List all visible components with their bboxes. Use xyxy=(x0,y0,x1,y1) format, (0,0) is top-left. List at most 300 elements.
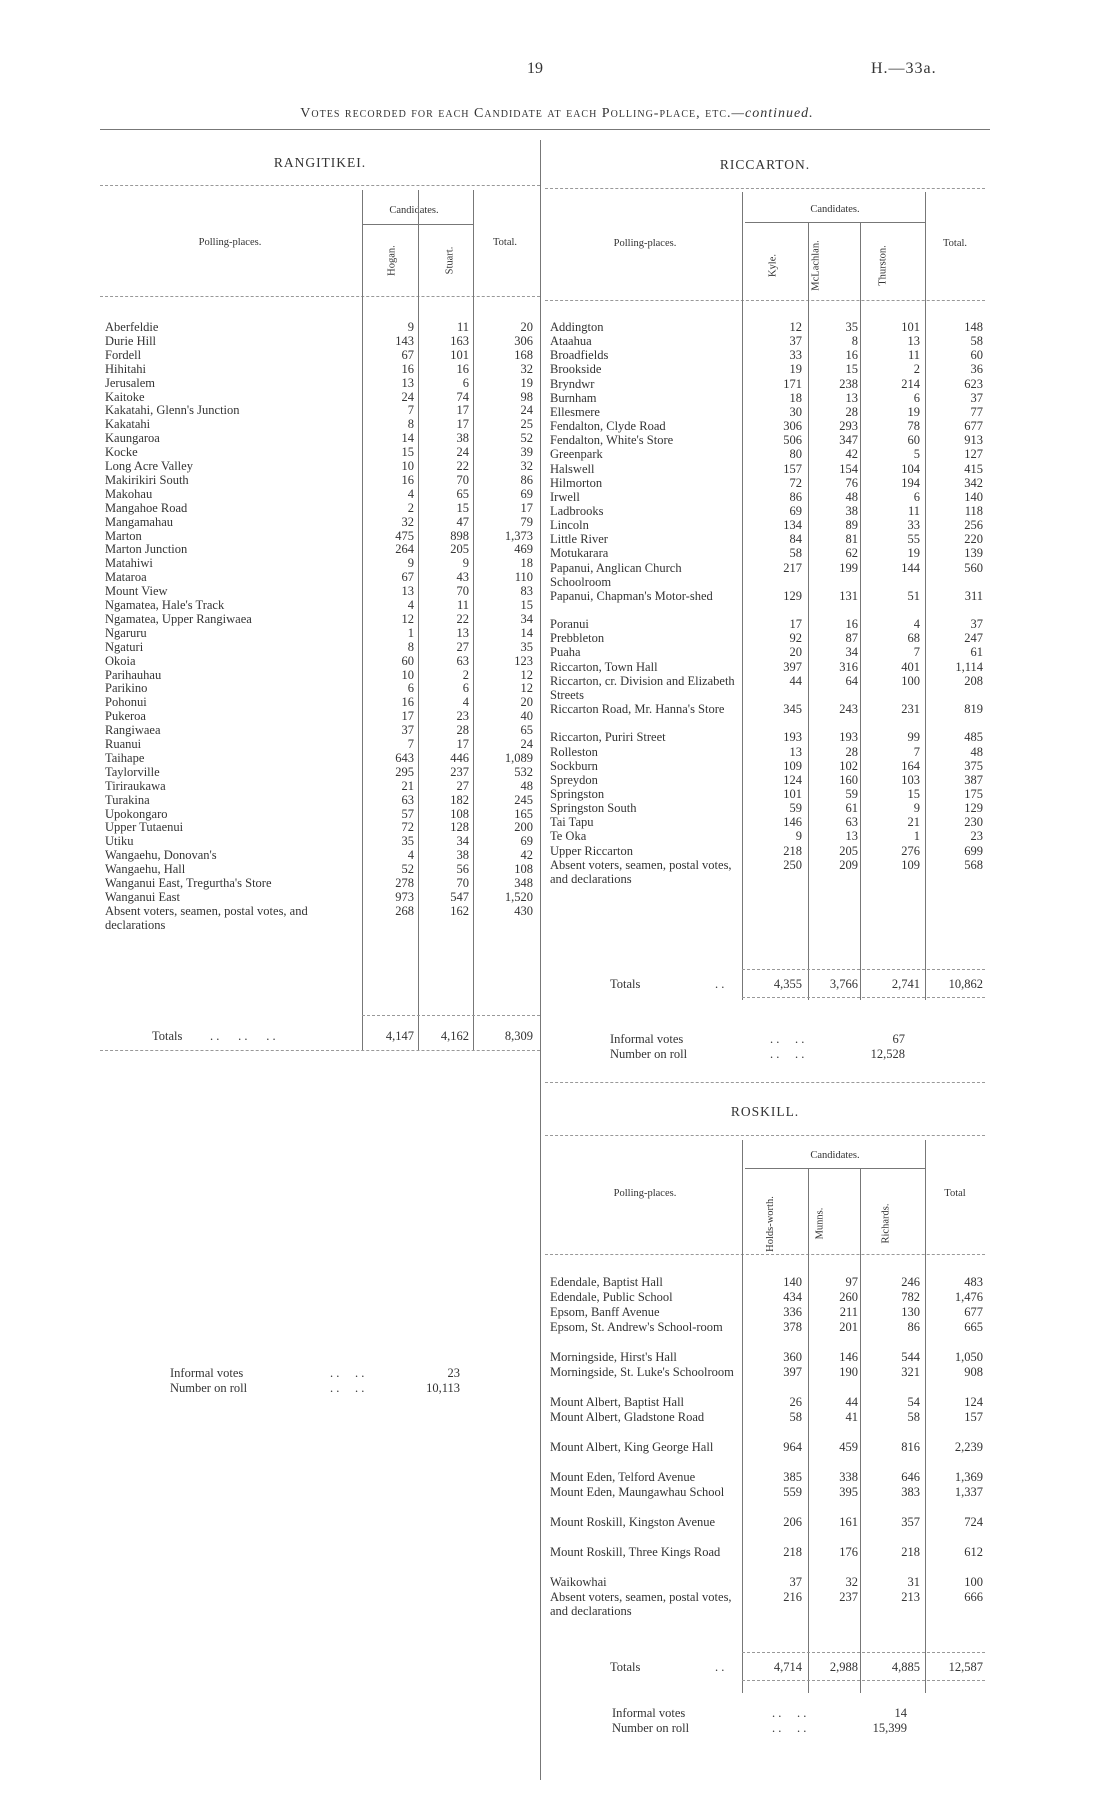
rangitikei-votes-0: 15 xyxy=(401,445,414,460)
riccarton-votes-1: 16 xyxy=(845,617,858,632)
riccarton-row xyxy=(550,546,985,560)
riccarton-votes-0: 18 xyxy=(789,390,802,405)
roskill-votes-1: 161 xyxy=(839,1515,858,1529)
rangitikei-votes-1: 237 xyxy=(450,764,469,779)
rangitikei-place-name: Utiku xyxy=(105,834,134,849)
roskill-summary xyxy=(612,1706,922,1736)
rangitikei-votes-1: 6 xyxy=(462,375,469,390)
rangitikei-votes-0: 10 xyxy=(401,459,414,473)
riccarton-place-name: Spreydon xyxy=(550,772,598,787)
riccarton-votes-1: 48 xyxy=(845,489,858,504)
riccarton-votes-0: 171 xyxy=(783,376,802,391)
roskill-votes-0: 385 xyxy=(783,1470,802,1484)
riccarton-informal-label: Informal votes xyxy=(610,1032,684,1046)
rangitikei-votes-0: 24 xyxy=(401,389,414,404)
rangitikei-row-total: 19 xyxy=(520,375,533,390)
rangitikei-votes-0: 278 xyxy=(395,876,414,890)
rangitikei-votes-1: 162 xyxy=(450,903,469,918)
riccarton-row-total: 129 xyxy=(964,801,983,816)
rangitikei-votes-0: 4 xyxy=(407,486,414,501)
rangitikei-informal-label: Informal votes xyxy=(170,1366,244,1380)
riccarton-votes-2: 164 xyxy=(901,758,920,773)
riccarton-row-total: 140 xyxy=(964,489,983,504)
riccarton-votes-1: 193 xyxy=(839,730,858,745)
riccarton-row-total: 485 xyxy=(964,730,983,745)
riccarton-place-name: Motukarara xyxy=(550,546,609,561)
rangitikei-votes-1: 38 xyxy=(456,848,469,863)
riccarton-row-total: 127 xyxy=(964,447,983,462)
riccarton-votes-1: 13 xyxy=(845,390,858,405)
rangitikei-row xyxy=(105,487,540,501)
rangitikei-votes-0: 643 xyxy=(395,750,414,765)
rangitikei-row xyxy=(105,681,540,695)
rangitikei-row-total: 52 xyxy=(520,431,533,446)
roskill-roll-value: 15,399 xyxy=(872,1721,907,1735)
riccarton-row-total: 48 xyxy=(970,744,983,759)
riccarton-total-kyle: 4,355 xyxy=(773,977,802,991)
roskill-candidate-holdsworth: Holds-worth. xyxy=(765,1196,776,1252)
riccarton-row xyxy=(550,745,985,759)
rangitikei-votes-1: 205 xyxy=(450,542,469,557)
roskill-row xyxy=(550,1515,985,1545)
riccarton-place-name: Ataahua xyxy=(550,334,592,349)
riccarton-votes-1: 61 xyxy=(845,801,858,816)
riccarton-votes-0: 157 xyxy=(783,461,802,476)
riccarton-votes-2: 19 xyxy=(907,404,920,419)
rangitikei-row xyxy=(105,501,540,515)
rangitikei-row xyxy=(105,695,540,709)
riccarton-votes-2: 33 xyxy=(907,518,920,533)
riccarton-votes-2: 101 xyxy=(901,320,920,334)
riccarton-votes-2: 68 xyxy=(907,631,920,646)
riccarton-candidate-thurston: Thurston. xyxy=(877,245,889,286)
roskill-votes-1: 190 xyxy=(839,1365,858,1379)
riccarton-row xyxy=(550,504,985,518)
riccarton-row xyxy=(550,815,985,829)
riccarton-row xyxy=(550,433,985,447)
riccarton-summary xyxy=(610,1032,920,1062)
rangitikei-place-name: Makirikiri South xyxy=(105,472,189,487)
rangitikei-place-name: Rangiwaea xyxy=(105,723,161,738)
rangitikei-row-total: 34 xyxy=(520,611,533,626)
riccarton-votes-1: 131 xyxy=(839,588,858,603)
roskill-votes-0: 218 xyxy=(783,1545,802,1559)
rangitikei-place-name: Kocke xyxy=(105,445,138,460)
roskill-row-total: 1,050 xyxy=(954,1350,983,1364)
riccarton-row-total: 208 xyxy=(964,673,983,688)
rangitikei-row-total: 20 xyxy=(520,695,533,710)
roskill-candidates-label: Candidates. xyxy=(810,1150,860,1161)
riccarton-row-total: 699 xyxy=(964,843,983,858)
riccarton-row-total: 1,114 xyxy=(955,659,983,674)
riccarton-candidate-mclachlan: McLachlan. xyxy=(810,240,822,291)
rangitikei-row-total: 35 xyxy=(520,639,533,654)
rangitikei-candidates-label: Candidates. xyxy=(389,205,439,216)
rangitikei-row-total: 98 xyxy=(520,389,533,404)
riccarton-votes-1: 64 xyxy=(845,673,858,688)
riccarton-votes-0: 306 xyxy=(783,419,802,434)
riccarton-row-total: 819 xyxy=(964,702,983,717)
rangitikei-place-name: Parikino xyxy=(105,681,148,696)
rangitikei-place-name: Absent voters, seamen, postal votes, and declarations xyxy=(105,903,308,932)
roskill-place-name: Morningside, Hirst's Hall xyxy=(550,1350,677,1364)
roskill-row xyxy=(550,1410,985,1440)
riccarton-votes-0: 193 xyxy=(783,730,802,745)
rangitikei-title: RANGITIKEI. xyxy=(273,155,367,170)
riccarton-row xyxy=(550,617,985,631)
riccarton-informal-row: Informal votes . . . . 67 xyxy=(610,1032,905,1046)
riccarton-row-total: 118 xyxy=(964,503,983,518)
rangitikei-row-total: 25 xyxy=(520,417,533,432)
rangitikei-votes-0: 8 xyxy=(407,417,414,432)
roskill-votes-2: 31 xyxy=(907,1575,920,1589)
roskill-place-name: Mount Eden, Telford Avenue xyxy=(550,1470,696,1484)
rangitikei-place-name: Marton xyxy=(105,528,142,543)
roskill-place-name: Mount Roskill, Kingston Avenue xyxy=(550,1515,716,1529)
rangitikei-row-total: 1,373 xyxy=(504,528,533,543)
rangitikei-votes-0: 21 xyxy=(401,778,414,793)
rangitikei-row-total: 24 xyxy=(520,737,533,751)
riccarton-row xyxy=(550,730,985,744)
roskill-place-name: Absent voters, seamen, postal votes, and declarations xyxy=(550,1590,732,1618)
riccarton-votes-2: 55 xyxy=(907,532,920,547)
rangitikei-votes-0: 6 xyxy=(407,681,414,696)
rangitikei-place-name: Upper Tutaenui xyxy=(105,820,184,835)
riccarton-row xyxy=(550,518,985,532)
riccarton-total-mclachlan: 3,766 xyxy=(829,977,858,991)
rangitikei-row-total: 69 xyxy=(520,834,533,849)
rangitikei-row-total: 20 xyxy=(520,320,533,334)
riccarton-votes-1: 316 xyxy=(839,659,858,674)
roskill-row-total: 612 xyxy=(964,1545,983,1559)
rangitikei-place-name: Mount View xyxy=(105,584,168,599)
rangitikei-votes-1: 34 xyxy=(456,834,469,849)
roskill-votes-1: 201 xyxy=(839,1320,858,1334)
riccarton-votes-2: 2 xyxy=(913,362,920,377)
riccarton-votes-0: 37 xyxy=(789,334,802,349)
riccarton-votes-0: 92 xyxy=(789,631,802,646)
riccarton-votes-0: 12 xyxy=(789,320,802,334)
roskill-votes-1: 176 xyxy=(839,1545,858,1559)
riccarton-votes-0: 84 xyxy=(789,532,802,547)
rangitikei-votes-1: 22 xyxy=(456,459,469,473)
rangitikei-totals-dots: . . . . . . xyxy=(210,1029,276,1043)
riccarton-votes-2: 1 xyxy=(913,829,920,844)
riccarton-row xyxy=(550,561,985,589)
rangitikei-place-name: Parihauhau xyxy=(105,667,162,682)
riccarton-votes-2: 11 xyxy=(907,348,920,363)
riccarton-row-total: 560 xyxy=(964,560,983,575)
roskill-total-munns: 2,988 xyxy=(829,1660,858,1674)
riccarton-votes-0: 250 xyxy=(783,857,802,872)
riccarton-row xyxy=(550,660,985,674)
roskill-votes-1: 146 xyxy=(839,1350,858,1364)
riccarton-row xyxy=(550,447,985,461)
roskill-votes-0: 58 xyxy=(789,1410,802,1424)
rangitikei-row xyxy=(105,431,540,445)
rangitikei-votes-1: 547 xyxy=(450,889,469,904)
rangitikei-roll-value: 10,113 xyxy=(426,1381,460,1395)
rangitikei-row-total: 69 xyxy=(520,486,533,501)
rangitikei-votes-0: 16 xyxy=(401,361,414,376)
roskill-row-total: 483 xyxy=(964,1275,983,1289)
riccarton-total-label: Total. xyxy=(942,238,968,249)
riccarton-place-name: Tai Tapu xyxy=(550,815,594,830)
riccarton-votes-0: 218 xyxy=(783,843,802,858)
roskill-votes-2: 54 xyxy=(907,1395,920,1409)
roskill-place-name: Epsom, St. Andrew's School-room xyxy=(550,1320,723,1334)
riccarton-votes-2: 99 xyxy=(907,730,920,745)
rangitikei-row-total: 1,089 xyxy=(504,750,533,765)
riccarton-votes-0: 217 xyxy=(783,560,802,575)
page-heading xyxy=(0,106,1114,122)
rangitikei-votes-1: 13 xyxy=(456,625,469,640)
rangitikei-row xyxy=(105,709,540,723)
roskill-row xyxy=(550,1275,985,1290)
riccarton-votes-2: 276 xyxy=(901,843,920,858)
riccarton-row-total: 77 xyxy=(970,404,983,419)
roskill-candidate-munns: Munns. xyxy=(814,1207,826,1240)
rangitikei-votes-1: 65 xyxy=(456,486,469,501)
riccarton-row-total: 60 xyxy=(970,348,983,363)
rangitikei-row-total: 165 xyxy=(514,806,533,821)
rangitikei-votes-0: 67 xyxy=(401,570,414,585)
rangitikei-row xyxy=(105,362,540,376)
riccarton-row-total: 375 xyxy=(964,758,983,773)
riccarton-votes-0: 345 xyxy=(783,702,802,717)
roskill-roll-row: Number on roll . . . . 15,399 xyxy=(612,1721,907,1735)
riccarton-row-total: 311 xyxy=(964,588,983,603)
rangitikei-votes-0: 35 xyxy=(401,834,414,849)
rangitikei-row-total: 83 xyxy=(520,584,533,599)
riccarton-votes-1: 209 xyxy=(839,857,858,872)
rangitikei-votes-0: 4 xyxy=(407,848,414,863)
rangitikei-place-name: Jerusalem xyxy=(105,375,155,390)
rangitikei-row xyxy=(105,529,540,543)
roskill-votes-2: 246 xyxy=(901,1275,920,1289)
riccarton-row xyxy=(550,362,985,376)
riccarton-votes-1: 102 xyxy=(839,758,858,773)
riccarton-row-total: 230 xyxy=(964,815,983,830)
rangitikei-row xyxy=(105,737,540,751)
riccarton-row-total: 220 xyxy=(964,532,983,547)
roskill-row-total: 677 xyxy=(964,1305,983,1319)
riccarton-place-name: Riccarton, cr. Division and Elizabeth Streets xyxy=(550,673,735,702)
roskill-votes-2: 357 xyxy=(901,1515,920,1529)
roskill-votes-2: 816 xyxy=(901,1440,920,1454)
rangitikei-votes-0: 4 xyxy=(407,598,414,612)
rangitikei-totals-label: Totals xyxy=(152,1029,183,1043)
roskill-title: ROSKILL. xyxy=(730,1104,800,1119)
riccarton-votes-0: 20 xyxy=(789,645,802,660)
roskill-row-total: 100 xyxy=(964,1575,983,1589)
riccarton-votes-1: 42 xyxy=(845,447,858,462)
riccarton-place-name: Upper Riccarton xyxy=(550,843,633,858)
roskill-place-name: Mount Albert, King George Hall xyxy=(550,1440,714,1454)
riccarton-candidates-label: Candidates. xyxy=(810,204,860,215)
riccarton-row xyxy=(550,476,985,490)
riccarton-votes-2: 13 xyxy=(907,334,920,349)
riccarton-row xyxy=(550,645,985,659)
riccarton-roll-value: 12,528 xyxy=(870,1047,905,1061)
rangitikei-place-name: Mataroa xyxy=(105,570,147,585)
rangitikei-total-hogan: 4,147 xyxy=(385,1029,414,1043)
rangitikei-votes-0: 16 xyxy=(401,695,414,710)
roskill-row xyxy=(550,1590,985,1635)
rangitikei-place-name: Okoia xyxy=(105,653,136,668)
riccarton-votes-0: 19 xyxy=(789,362,802,377)
roskill-votes-0: 964 xyxy=(783,1440,802,1454)
rangitikei-votes-1: 128 xyxy=(450,820,469,835)
rangitikei-row-total: 42 xyxy=(520,848,533,863)
riccarton-votes-2: 4 xyxy=(913,617,920,632)
rangitikei-votes-1: 27 xyxy=(456,639,469,654)
rangitikei-place-name: Wangaehu, Donovan's xyxy=(105,848,217,863)
riccarton-votes-2: 19 xyxy=(907,546,920,561)
rangitikei-row-total: 168 xyxy=(514,347,533,362)
rangitikei-votes-0: 7 xyxy=(407,737,414,751)
riccarton-informal-value: 67 xyxy=(892,1032,905,1046)
heading-continued: —continued. xyxy=(731,106,814,121)
rangitikei-votes-0: 12 xyxy=(401,611,414,626)
riccarton-votes-1: 89 xyxy=(845,518,858,533)
rangitikei-votes-1: 9 xyxy=(462,556,469,571)
riccarton-votes-0: 124 xyxy=(783,772,802,787)
riccarton-votes-0: 9 xyxy=(795,829,802,844)
riccarton-row-total: 256 xyxy=(964,518,983,533)
riccarton-place-name: Papanui, Chapman's Motor-shed xyxy=(550,588,713,603)
rangitikei-row xyxy=(105,904,540,932)
rangitikei-place-name: Ngamatea, Hale's Track xyxy=(105,598,225,612)
rangitikei-votes-1: 70 xyxy=(456,472,469,487)
riccarton-votes-1: 199 xyxy=(839,560,858,575)
riccarton-place-name: Burnham xyxy=(550,390,597,405)
rangitikei-votes-1: 22 xyxy=(456,611,469,626)
roskill-row-total: 157 xyxy=(964,1410,983,1424)
riccarton-row xyxy=(550,702,985,730)
riccarton-row-total: 148 xyxy=(964,320,983,334)
rangitikei-row-total: 348 xyxy=(514,876,533,890)
rangitikei-total-stuart: 4,162 xyxy=(440,1029,469,1043)
rangitikei-row xyxy=(105,542,540,556)
rangitikei-row xyxy=(105,820,540,834)
rangitikei-votes-1: 70 xyxy=(456,584,469,599)
riccarton-votes-2: 5 xyxy=(913,447,920,462)
riccarton-grand-total: 10,862 xyxy=(948,977,983,991)
riccarton-votes-2: 78 xyxy=(907,419,920,434)
rangitikei-votes-0: 143 xyxy=(395,333,414,348)
roskill-votes-0: 216 xyxy=(783,1590,802,1604)
roskill-row xyxy=(550,1290,985,1305)
page-number: 19 xyxy=(527,60,543,77)
rangitikei-votes-1: 15 xyxy=(456,500,469,515)
roskill-votes-2: 782 xyxy=(901,1290,920,1304)
roskill-row-total: 2,239 xyxy=(954,1440,983,1454)
riccarton-votes-2: 103 xyxy=(901,772,920,787)
rangitikei-votes-1: 6 xyxy=(462,681,469,696)
riccarton-row-total: 677 xyxy=(964,419,983,434)
riccarton-votes-2: 7 xyxy=(913,744,920,759)
heading-rule xyxy=(100,129,990,130)
rangitikei-row-total: 245 xyxy=(514,792,533,807)
riccarton-row xyxy=(550,829,985,843)
riccarton-votes-2: 60 xyxy=(907,433,920,448)
rangitikei-votes-1: 17 xyxy=(456,417,469,432)
riccarton-votes-2: 100 xyxy=(901,673,920,688)
rangitikei-place-name: Pohonui xyxy=(105,695,147,710)
riccarton-total-thurston: 2,741 xyxy=(891,977,920,991)
riccarton-votes-0: 30 xyxy=(789,404,802,419)
rangitikei-place-name: Long Acre Valley xyxy=(105,459,193,473)
roskill-votes-0: 559 xyxy=(783,1485,802,1499)
roskill-row xyxy=(550,1470,985,1485)
rangitikei-votes-1: 101 xyxy=(450,347,469,362)
rangitikei-row xyxy=(105,723,540,737)
riccarton-votes-1: 243 xyxy=(839,702,858,717)
rangitikei-votes-0: 2 xyxy=(407,500,414,515)
riccarton-row xyxy=(550,348,985,362)
rangitikei-row xyxy=(105,376,540,390)
page-column-divider xyxy=(540,140,541,1780)
roskill-votes-2: 321 xyxy=(901,1365,920,1379)
riccarton-votes-0: 17 xyxy=(789,617,802,632)
roskill-total-label: Total xyxy=(944,1188,966,1199)
riccarton-votes-2: 7 xyxy=(913,645,920,660)
riccarton-place-name: Little River xyxy=(550,532,608,547)
riccarton-votes-1: 76 xyxy=(845,475,858,490)
rangitikei-place-name: Durie Hill xyxy=(105,333,157,348)
rangitikei-votes-0: 9 xyxy=(407,556,414,571)
roskill-place-name: Epsom, Banff Avenue xyxy=(550,1305,660,1319)
riccarton-row-total: 61 xyxy=(970,645,983,660)
rangitikei-votes-0: 16 xyxy=(401,472,414,487)
rangitikei-votes-1: 27 xyxy=(456,778,469,793)
riccarton-votes-0: 109 xyxy=(783,758,802,773)
riccarton-votes-2: 15 xyxy=(907,786,920,801)
roskill-row xyxy=(550,1350,985,1365)
roskill-row xyxy=(550,1545,985,1575)
roskill-votes-1: 211 xyxy=(839,1305,858,1319)
roskill-votes-1: 44 xyxy=(845,1395,858,1409)
riccarton-votes-0: 72 xyxy=(789,475,802,490)
riccarton-votes-1: 160 xyxy=(839,772,858,787)
roskill-votes-1: 32 xyxy=(845,1575,858,1589)
rangitikei-row xyxy=(105,445,540,459)
riccarton-row-total: 139 xyxy=(964,546,983,561)
roskill-row xyxy=(550,1395,985,1410)
riccarton-row xyxy=(550,801,985,815)
riccarton-row-total: 342 xyxy=(964,475,983,490)
roskill-informal-value: 14 xyxy=(894,1706,907,1720)
riccarton-votes-2: 144 xyxy=(901,560,920,575)
rangitikei-row-total: 108 xyxy=(514,862,533,877)
rangitikei-row-total: 17 xyxy=(520,500,533,515)
rangitikei-row xyxy=(105,848,540,862)
riccarton-place-name: Riccarton, Town Hall xyxy=(550,659,658,674)
riccarton-votes-0: 134 xyxy=(783,518,802,533)
roskill-total-richards: 4,885 xyxy=(891,1660,920,1674)
riccarton-votes-0: 80 xyxy=(789,447,802,462)
rangitikei-row-total: 14 xyxy=(520,625,533,640)
riccarton-row xyxy=(550,405,985,419)
rangitikei-row-total: 306 xyxy=(514,333,533,348)
riccarton-row-total: 36 xyxy=(970,362,983,377)
rangitikei-place-name: Taylorville xyxy=(105,764,160,779)
riccarton-votes-1: 347 xyxy=(839,433,858,448)
rangitikei-grand-total: 8,309 xyxy=(504,1029,533,1043)
riccarton-place-name: Ellesmere xyxy=(550,404,600,419)
riccarton-place-name: Fendalton, Clyde Road xyxy=(550,419,666,434)
